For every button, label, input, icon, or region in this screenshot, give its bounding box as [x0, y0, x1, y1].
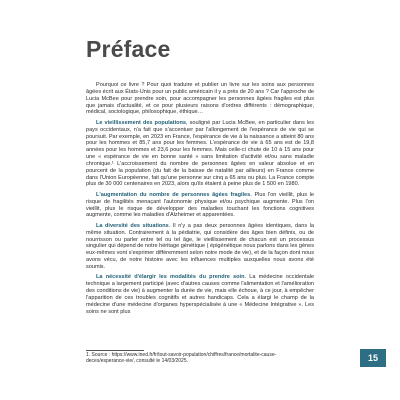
footnote-divider	[86, 350, 144, 351]
intro-paragraph: Pourquoi ce livre ? Pour quoi traduire et publier un livre sur les soins aux personnes âgées écrit aux États-Unis pour un public américain il y a près de 20 ans ? Car l'approche de Lucia McBee pour prendre soin, pour accompagner les personnes âgées fragiles est plus que jamais d'actualité, et ce pour plusieurs raisons d'ordres différents : démographique, médical, sociologique, philosophique, éthique…	[86, 82, 314, 116]
paragraph-text: . Il n'y a pas deux personnes âgées identiques, dans la même situation. Contrairement à la pédiatrie, qui considère des âges bien définis, ou de nourrisson ou parler entre tel ou tel âge, le vieillissement de chacun est un processus singulier qui dépend de notre héritage génétique ( épigénétique nous parlons dans les gènes eux-mêmes vont s'exprimer différemment selon notre mode de vie), et de la façon dont nous avons vécu, de notre histoire avec les influences multiples auxquelles nous avons été soumis.	[86, 222, 314, 270]
paragraph-text: . Plus l'on vieillit, plus le risque de fragilités menaçant l'autonomie physique et/ou psychique augmente. Plus l'on vieillit, plus le risque de développer des maladies touchant les fonctions cognitives augmente, comme les maladies d'Alzheimer et apparentées.	[86, 191, 315, 219]
footnote: 1. Source : https://www.ined.fr/fr/tout-savoir-population/chiffres/france/mortalite-cause-deces/esperance-vie/, consulté le 14/03/2025.	[86, 352, 277, 365]
paragraph-care	[86, 274, 314, 315]
page-title: Préface	[86, 36, 171, 62]
paragraph-text: . La médecine occidentale technique a largement participé (avec d'autres causes comme l'alimentation et l'amélioration des conditions de vie) à augmenter la durée de vie, mais elle échoue, à ce jour, à empêcher l'apparition de ces troubles cognitifs et autres handicaps. Cela a élargi le champ de la médecine d'une médecine d'organes hyperspécialisée à une « Médecine Intégrative ». Les soins ne sont plus	[86, 274, 314, 315]
paragraph-lead: Le vieillissement des populations	[96, 119, 186, 126]
paragraph-text: , souligné par Lucia McBee, en particulier dans les pays occidentaux, n'a fait que s'accentuer par l'allongement de l'espérance de vie qui se poursuit. Par exemple, en 2023 en France, l'espérance de vie à la naissance a atteint 80 ans pour les hommes et 85,7 ans pour les femmes. L'espérance de vie à 65 ans est de 19,8 années pour les hommes et 23,6 pour les femmes. Mais celle-ci chute de 10 à 15 ans pour une « espérance de vie en bonne santé » sans limitation d'activité et/ou sans maladie chronique.¹ L'accroissement du nombre de personnes âgées en valeur absolue et en pourcent de la population (du fait de la baisse de natalité par ailleurs) en France comme dans l'Union Européenne, fait qu'une personne sur cinq a 65 ans ou plus. La France compte plus de 30 000 centenaires en 2023, alors qu'ils étaient à peine plus de 1 500 en 1980.	[86, 119, 315, 188]
paragraph-aging	[86, 120, 314, 188]
paragraph-lead: La nécessité d'élargir les modalités du prendre soin	[96, 274, 245, 281]
paragraph-frailty	[86, 192, 314, 219]
paragraph-lead: L'augmentation du nombre de personnes âgées fragiles	[96, 191, 251, 198]
paragraph-lead: La diversité des situations	[96, 222, 169, 229]
page-number-badge: 15	[360, 349, 386, 367]
body-text	[86, 82, 314, 319]
paragraph-diversity	[86, 223, 314, 271]
